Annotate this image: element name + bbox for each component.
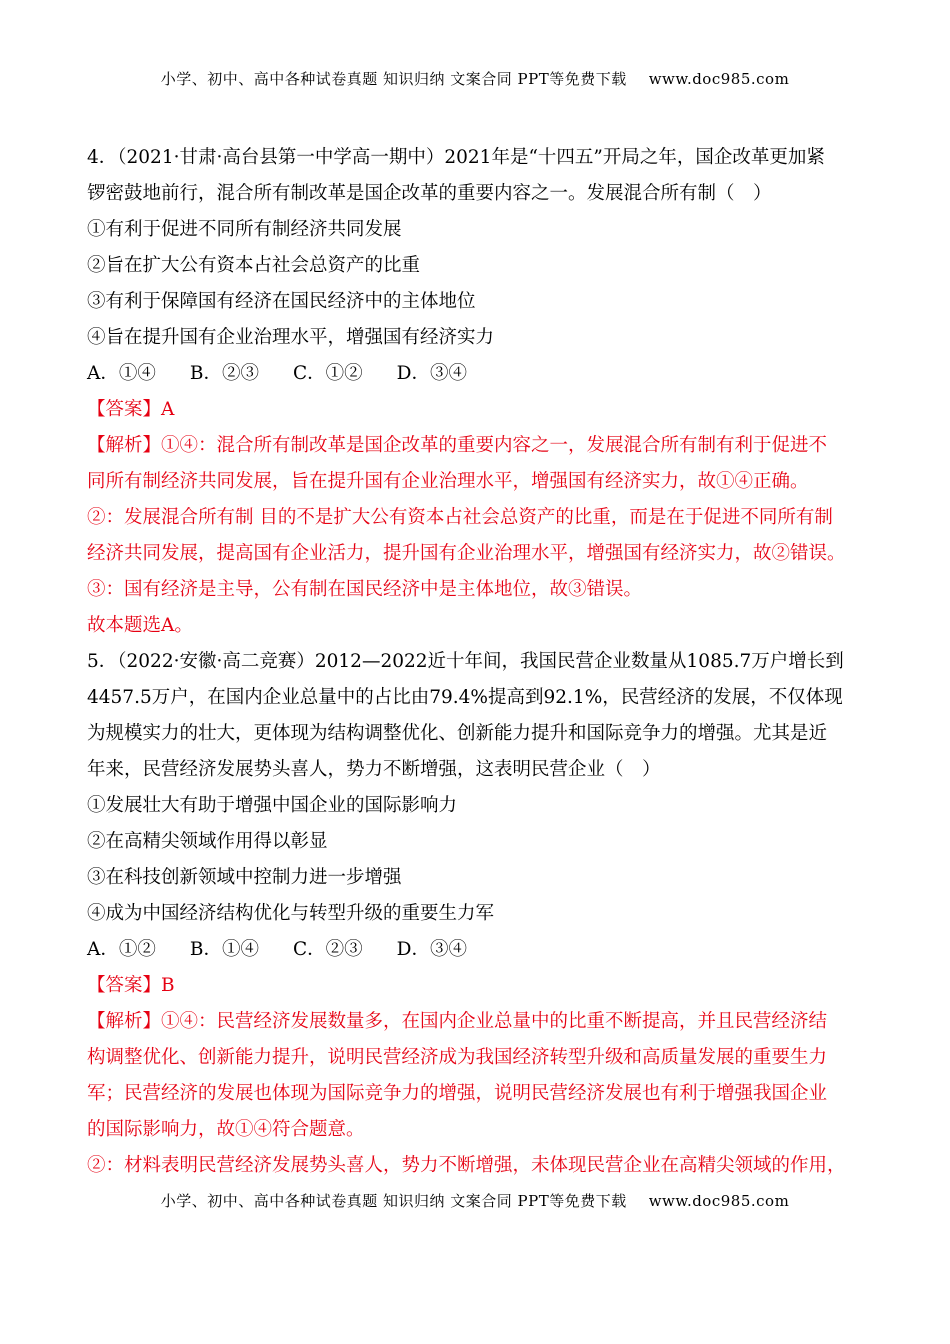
q5-option-d: D．③④ [396, 939, 467, 960]
q4-analysis-line: 同所有制经济共同发展，旨在提升国有企业治理水平，增强国有经济实力，故①④正确。 [87, 471, 809, 492]
q5-item: ④成为中国经济结构优化与转型升级的重要生力军 [87, 903, 495, 924]
q5-item: ①发展壮大有助于增强中国企业的国际影响力 [87, 795, 458, 816]
q5-analysis-line: 构调整优化、创新能力提升，说明民营经济成为我国经济转型升级和高质量发展的重要生力 [87, 1047, 828, 1068]
q4-analysis-line: ②：发展混合所有制 目的不是扩大公有资本占社会总资产的比重，而是在于促进不同所有制 [87, 507, 833, 528]
question-5 [87, 644, 863, 1184]
page-header [0, 68, 950, 89]
q5-analysis-line: 的国际影响力，故①④符合题意。 [87, 1119, 365, 1140]
q4-option-c: C．①② [292, 363, 363, 384]
q4-analysis-line: ③：国有经济是主导，公有制在国民经济中是主体地位，故③错误。 [87, 579, 643, 600]
q5-option-c: C．②③ [292, 939, 363, 960]
document-body [87, 140, 863, 1184]
q5-analysis-line: 【解析】①④：民营经济发展数量多，在国内企业总量中的比重不断提高，并且民营经济结 [87, 1011, 828, 1032]
q4-analysis-line: 经济共同发展，提高国有企业活力，提升国有企业治理水平，增强国有经济实力，故②错误。 [87, 543, 846, 564]
q4-stem-line: 锣密鼓地前行，混合所有制改革是国企改革的重要内容之一。发展混合所有制（ ） [87, 183, 772, 204]
page-footer [0, 1190, 950, 1211]
footer-site: www.doc985.com [648, 1192, 790, 1210]
q5-analysis-line: 军；民营经济的发展也体现为国际竞争力的增强，说明民营经济发展也有利于增强我国企业 [87, 1083, 828, 1104]
q4-option-d: D．③④ [396, 363, 467, 384]
q4-item: ②旨在扩大公有资本占社会总资产的比重 [87, 255, 421, 276]
q4-analysis-line: 【解析】①④：混合所有制改革是国企改革的重要内容之一，发展混合所有制有利于促进不 [87, 435, 828, 456]
q4-item: ④旨在提升国有企业治理水平，增强国有经济实力 [87, 327, 495, 348]
q5-answer: 【答案】B [87, 975, 175, 996]
q4-option-a: A．①④ [87, 363, 156, 384]
q4-stem-line: 4．（2021·甘肃·高台县第一中学高一期中）2021年是“十四五”开局之年，国企改革更加紧 [87, 147, 825, 168]
q4-item: ①有利于促进不同所有制经济共同发展 [87, 219, 402, 240]
q5-option-a: A．①② [87, 939, 156, 960]
q5-stem-line: 为规模实力的壮大，更体现为结构调整优化、创新能力提升和国际竞争力的增强。尤其是近 [87, 723, 828, 744]
header-text: 小学、初中、高中各种试卷真题 知识归纳 文案合同 PPT等免费下载 [160, 70, 627, 88]
q5-analysis-line: ②：材料表明民营经济发展势头喜人，势力不断增强，未体现民营企业在高精尖领域的作用， [87, 1155, 846, 1176]
q4-option-b: B．②③ [189, 363, 259, 384]
q4-item: ③有利于保障国有经济在国民经济中的主体地位 [87, 291, 476, 312]
q5-item: ②在高精尖领域作用得以彰显 [87, 831, 328, 852]
q5-item: ③在科技创新领域中控制力进一步增强 [87, 867, 402, 888]
question-4 [87, 140, 863, 644]
header-site: www.doc985.com [648, 70, 790, 88]
q5-stem-line: 4457.5万户，在国内企业总量中的占比由79.4%提高到92.1%，民营经济的发展，不仅体现 [87, 687, 843, 708]
q4-answer: 【答案】A [87, 399, 175, 420]
q5-stem-line: 年来，民营经济发展势头喜人，势力不断增强，这表明民营企业（ ） [87, 759, 661, 780]
q4-options [87, 356, 863, 392]
q5-options [87, 932, 863, 968]
q5-stem-line: 5．（2022·安徽·高二竞赛）2012—2022近十年间，我国民营企业数量从1085.7万户增长到 [87, 651, 844, 672]
footer-text: 小学、初中、高中各种试卷真题 知识归纳 文案合同 PPT等免费下载 [160, 1192, 627, 1210]
q5-option-b: B．①④ [189, 939, 259, 960]
q4-analysis-line: 故本题选A。 [87, 615, 193, 636]
